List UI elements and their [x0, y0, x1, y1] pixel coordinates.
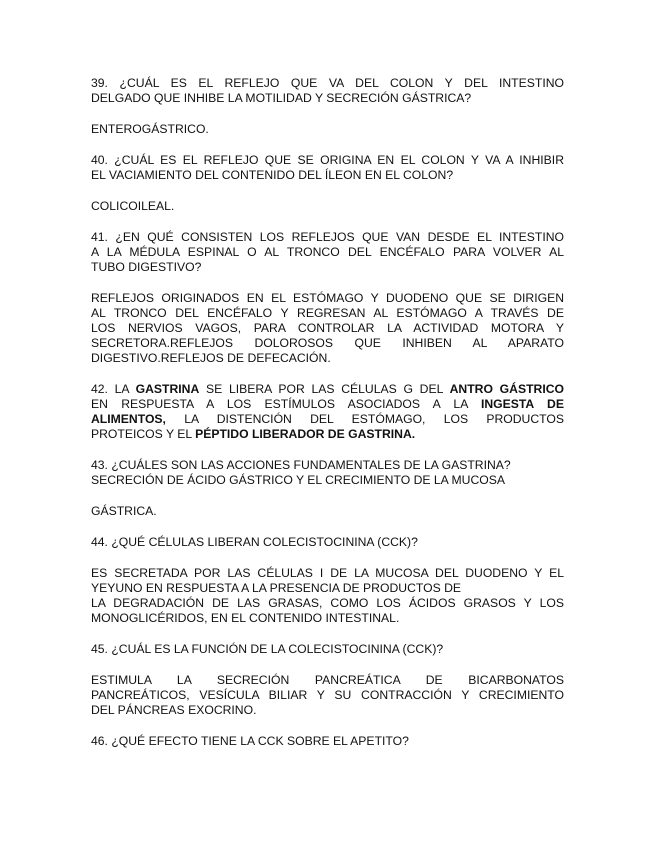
- answer-44-line-4: MONOGLICÉRIDOS, EN EL CONTENIDO INTESTINAL.: [91, 611, 400, 625]
- answer-41-line-1: REFLEJOS ORIGINADOS EN EL ESTÓMAGO Y DUODENO QUE SE DIRIGEN: [91, 291, 564, 305]
- question-39-line-2: DELGADO QUE INHIBE LA MOTILIDAD Y SECRECIÓN GÁSTRICA?: [91, 91, 472, 105]
- statement-42-bold-gastrina: GASTRINA: [135, 382, 200, 396]
- statement-42-text-5: PROTEICOS Y EL: [91, 427, 196, 441]
- answer-45: [91, 673, 564, 718]
- question-41-line-1: 41. ¿EN QUÉ CONSISTEN LOS REFLEJOS QUE VAN DESDE EL INTESTINO: [91, 230, 564, 244]
- question-45: 45. ¿CUÁL ES LA FUNCIÓN DE LA COLECISTOCININA (CCK)?: [91, 642, 444, 656]
- document-page: [91, 76, 564, 765]
- question-44: 44. ¿QUÉ CÉLULAS LIBERAN COLECISTOCININA (CCK)?: [91, 535, 418, 549]
- answer-41-line-2: AL TRONCO DEL ENCÉFALO Y REGRESAN AL ESTÓMAGO A TRAVÉS DE: [91, 306, 564, 320]
- question-43: [91, 458, 564, 488]
- statement-42-bold-antro: ANTRO GÁSTRICO: [449, 382, 564, 396]
- question-41-line-2: A LA MÉDULA ESPINAL O AL TRONCO DEL ENCÉFALO PARA VOLVER AL: [91, 245, 564, 259]
- answer-44-line-2: YEYUNO EN RESPUESTA A LA PRESENCIA DE PRODUCTOS DE: [91, 581, 462, 595]
- answer-41-line-3: LOS NERVIOS VAGOS, PARA CONTROLAR LA ACTIVIDAD MOTORA Y: [91, 321, 564, 335]
- question-39: [91, 76, 564, 106]
- statement-42: [91, 382, 564, 442]
- statement-42-text-4: LA DISTENCIÓN DEL ESTÓMAGO, LOS PRODUCTOS: [165, 412, 564, 426]
- statement-42-bold-ingesta: INGESTA DE: [480, 397, 564, 411]
- answer-41: [91, 291, 564, 366]
- answer-41-line-4: SECRETORA.REFLEJOS DOLOROSOS QUE INHIBEN AL APARATO: [91, 336, 564, 350]
- statement-42-bold-peptido: PÉPTIDO LIBERADOR DE GASTRINA.: [195, 427, 416, 441]
- statement-42-text-1: 42. LA: [91, 382, 136, 396]
- statement-42-text-2: SE LIBERA POR LAS CÉLULAS G DEL: [199, 382, 450, 396]
- question-40-line-2: EL VACIAMIENTO DEL CONTENIDO DEL ÍLEON EN EL COLON?: [91, 168, 454, 182]
- statement-42-line-3: [91, 412, 564, 427]
- statement-42-line-2: [91, 397, 564, 412]
- answer-44: [91, 566, 564, 626]
- answer-45-line-1: ESTIMULA LA SECRECIÓN PANCREÁTICA DE BICARBONATOS: [91, 673, 564, 687]
- statement-42-line-4: [91, 427, 564, 442]
- question-39-line-1: 39. ¿CUÁL ES EL REFLEJO QUE VA DEL COLON Y DEL INTESTINO: [91, 76, 564, 90]
- answer-43-line-2: GÁSTRICA.: [91, 504, 157, 518]
- answer-45-line-3: DEL PÁNCREAS EXOCRINO.: [91, 703, 257, 717]
- answer-44-line-3: LA DEGRADACIÓN DE LAS GRASAS, COMO LOS ÁCIDOS GRASOS Y LOS: [91, 596, 564, 610]
- question-40-line-1: 40. ¿CUÁL ES EL REFLEJO QUE SE ORIGINA EN EL COLON Y VA A INHIBIR: [91, 153, 564, 167]
- answer-39: ENTEROGÁSTRICO.: [91, 122, 209, 136]
- answer-41-line-5: DIGESTIVO.REFLEJOS DE DEFECACIÓN.: [91, 351, 331, 365]
- question-41-line-3: TUBO DIGESTIVO?: [91, 260, 202, 274]
- answer-43-line-1: SECRECIÓN DE ÁCIDO GÁSTRICO Y EL CRECIMIENTO DE LA MUCOSA: [91, 473, 506, 487]
- statement-42-bold-alimentos: ALIMENTOS,: [91, 412, 166, 426]
- question-43-text: 43. ¿CUÁLES SON LAS ACCIONES FUNDAMENTALES DE LA GASTRINA?: [91, 458, 511, 472]
- question-46: 46. ¿QUÉ EFECTO TIENE LA CCK SOBRE EL APETITO?: [91, 734, 409, 748]
- question-41: [91, 230, 564, 275]
- question-40: [91, 153, 564, 183]
- answer-45-line-2: PANCREÁTICOS, VESÍCULA BILIAR Y SU CONTRACCIÓN Y CRECIMIENTO: [91, 688, 564, 702]
- answer-40: COLICOILEAL.: [91, 199, 175, 213]
- statement-42-line-1: [91, 382, 564, 397]
- statement-42-text-3: EN RESPUESTA A LOS ESTÍMULOS ASOCIADOS A LA: [91, 397, 481, 411]
- answer-44-line-1: ES SECRETADA POR LAS CÉLULAS I DE LA MUCOSA DEL DUODENO Y EL: [91, 566, 564, 580]
